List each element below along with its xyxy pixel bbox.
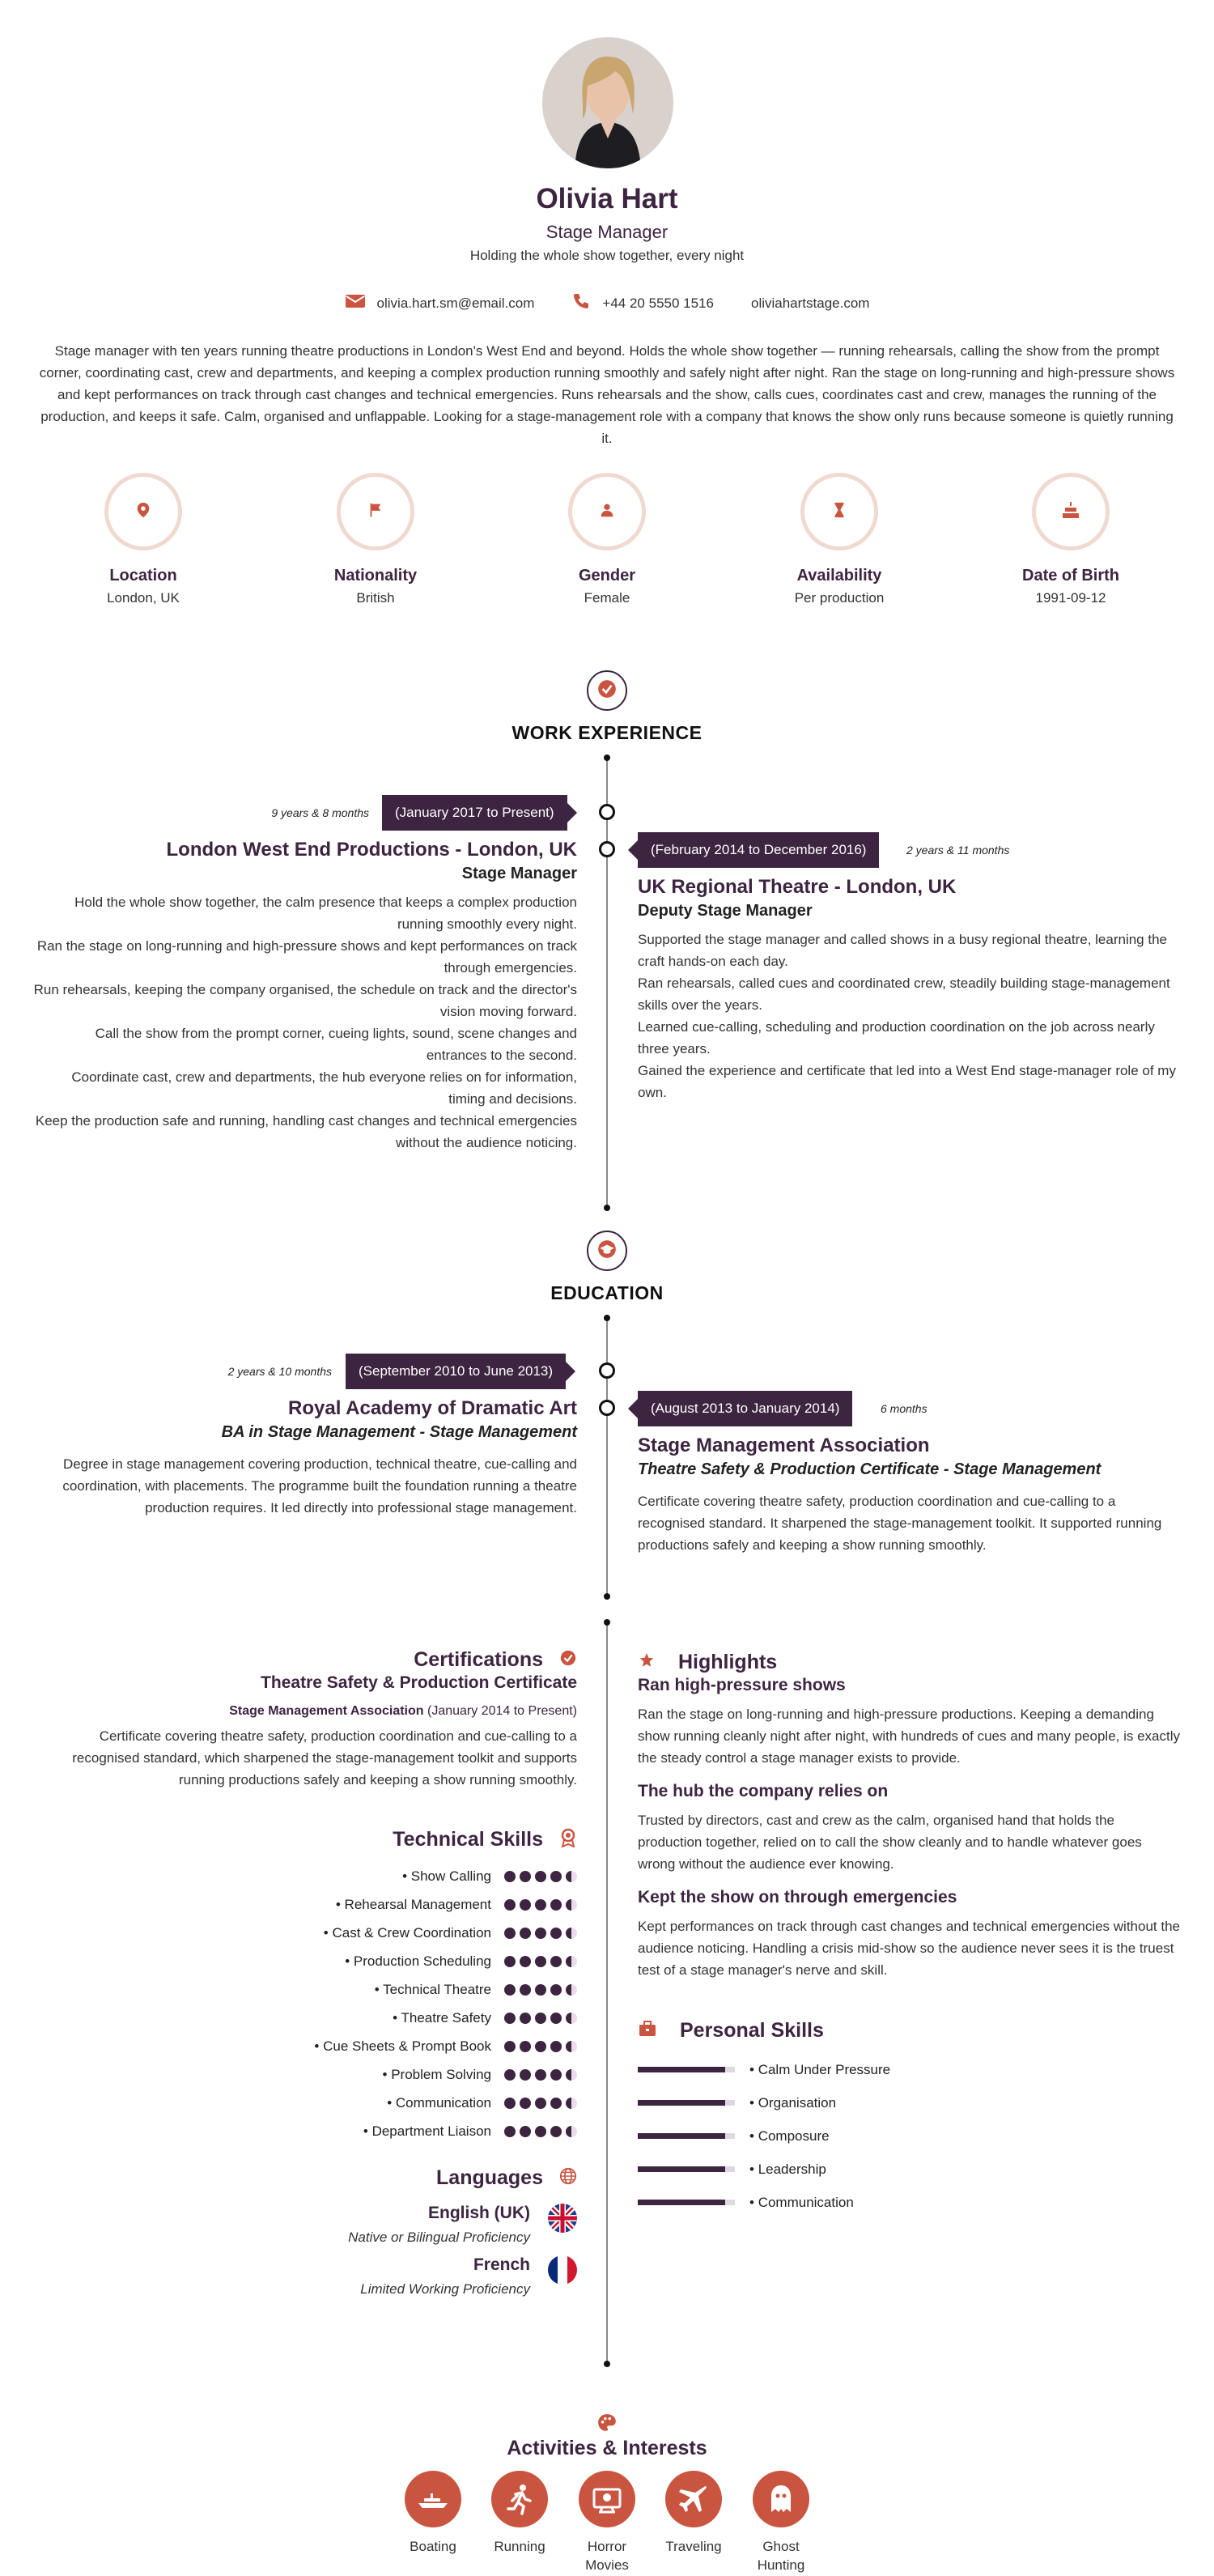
star-badge-icon <box>638 1651 656 1673</box>
rating-dot <box>550 1899 562 1911</box>
language-name: French <box>473 2255 530 2274</box>
job-bullet: Supported the stage manager and called shows in a busy regional theatre, learning the craft hands-on each day. <box>638 932 1167 969</box>
person-icon <box>598 501 616 523</box>
rating-dot <box>550 2041 562 2052</box>
info-value: London, UK <box>107 590 180 606</box>
rating-dot <box>566 1928 577 1939</box>
graduation-cap-icon <box>596 1239 618 1264</box>
uk-flag-icon <box>548 2204 577 2233</box>
email-contact[interactable] <box>345 291 535 315</box>
activity-item <box>741 2471 821 2574</box>
palette-icon <box>596 2412 618 2438</box>
phone-text: +44 20 5550 1516 <box>602 295 714 311</box>
personal-skill-row <box>638 2186 1180 2219</box>
timeline-node <box>599 1400 615 1416</box>
activity-name: Traveling <box>665 2539 722 2554</box>
certifications-title: Certifications <box>414 1648 543 1671</box>
skill-rating <box>504 2069 577 2081</box>
technical-skill-name: • Problem Solving <box>383 2067 491 2083</box>
activity-item <box>393 2471 473 2556</box>
highlight-text: Kept performances on track through cast changes and technical emergencies without the audience noticing. Handling a crisis mid-show so the audience never sees it is the truest test of a stage manager's nerve and skill. <box>638 1919 1180 1978</box>
flag-icon <box>367 501 384 523</box>
info-label: Date of Birth <box>1022 567 1119 584</box>
job-bullet: Keep the production safe and running, handling cast changes and technical emergencies without the audience noticing. <box>35 1113 577 1150</box>
skill-level-fill <box>638 2166 725 2172</box>
rating-dot <box>550 1984 562 1996</box>
profile-summary: Stage manager with ten years running theatre productions in London's West End and beyond. Holds the whole show together — running rehearsals, calling the show from the prompt corner, coordinating cast, crew and departments, and keeping a complex production running smoothly and safely night after night. Ran the stage on long-running and high-pressure shows and kept performances on track through cast changes and technical emergencies. Runs rehearsals and the show, calls cues, coordinates cast and crew, manages the running of the production, and keeps it safe. Calm, organised and unflappable. Looking for a stage-management role with a company that knows the show only runs because someone is quietly running it. <box>39 343 1175 446</box>
language-level: Native or Bilingual Proficiency <box>348 2230 530 2245</box>
technical-skills-list <box>32 1862 577 2145</box>
rating-dot <box>520 1899 531 1911</box>
info-value: 1991-09-12 <box>1035 590 1106 606</box>
technical-skill-name: • Show Calling <box>402 1868 491 1885</box>
skill-rating <box>504 1928 577 1939</box>
award-icon <box>559 1828 577 1851</box>
work-section-title: WORK EXPERIENCE <box>511 722 703 743</box>
job-bullet: Hold the whole show together, the calm presence that keeps a complex production running smoothly every night. <box>74 895 577 932</box>
highlight-title: Kept the show on through emergencies <box>638 1888 957 1906</box>
edu-1-text: Degree in stage management covering production, technical theatre, cue-calling and coordination, with placements. The programme built the foundation running a theatre production requires. It led directly into professional stage management. <box>62 1456 577 1515</box>
rating-dot <box>566 1899 577 1911</box>
personal-skill-row <box>638 2153 1180 2186</box>
skill-level-bar <box>638 2166 735 2172</box>
skill-level-fill <box>638 2133 725 2139</box>
job-1-bullets <box>32 891 577 1154</box>
education-section-title: EDUCATION <box>550 1282 664 1303</box>
job-1-position: Stage Manager <box>461 865 577 882</box>
activity-item <box>653 2471 734 2556</box>
skill-rating <box>504 1899 577 1911</box>
job-2-company: UK Regional Theatre - London, UK <box>638 876 957 898</box>
highlights-section <box>638 1648 1180 1981</box>
rating-dot <box>566 2013 577 2024</box>
certificate-icon <box>559 1649 577 1671</box>
technical-skill-row <box>32 2060 577 2089</box>
rating-dot <box>535 2041 546 2052</box>
info-label: Nationality <box>333 567 418 584</box>
rating-dot <box>550 2126 562 2137</box>
rating-dot <box>535 2098 546 2109</box>
job-bullet: Gained the experience and certificate that led into a West End stage-manager role of my own. <box>638 1063 1176 1100</box>
technical-skill-row <box>32 1975 577 2004</box>
info-availability <box>746 473 932 606</box>
job-2-bullets <box>638 929 1180 1103</box>
info-label: Availability <box>796 567 882 584</box>
job-2-duration: 2 years & 11 months <box>906 844 1010 857</box>
rating-dot <box>535 1956 546 1967</box>
edu-2-text: Certificate covering theatre safety, production coordination and cue-calling to a recognised standard. It sharpened the stage-management toolkit. It supported running productions safely and keeping a show running smoothly. <box>638 1494 1162 1553</box>
timeline-node <box>599 1362 615 1379</box>
personal-skills-title: Personal Skills <box>680 2018 824 2042</box>
rating-dot <box>550 2069 562 2081</box>
rating-dot <box>520 2041 531 2052</box>
technical-skills-title: Technical Skills <box>393 1827 543 1851</box>
personal-skills-section <box>638 2014 1180 2219</box>
rating-dot <box>535 2126 546 2137</box>
personal-skill-row <box>638 2086 1180 2119</box>
rating-dot <box>504 1899 516 1911</box>
skill-rating <box>504 1956 577 1967</box>
personal-skills-list <box>638 2053 1180 2219</box>
airplane-icon <box>665 2471 722 2527</box>
timeline-line <box>606 1318 608 1596</box>
job-bullet: Learned cue-calling, scheduling and production coordination on the job across nearly three years. <box>638 1019 1155 1056</box>
language-item <box>32 2255 577 2298</box>
personal-skill-row <box>638 2053 1180 2086</box>
rating-dot <box>504 1871 516 1882</box>
highlight-title: Ran high-pressure shows <box>638 1676 846 1694</box>
rating-dot <box>520 2069 531 2081</box>
timeline-line <box>606 758 608 1208</box>
job-1-duration: 9 years & 8 months <box>271 806 369 819</box>
rating-dot <box>504 2069 516 2081</box>
rating-dot <box>520 1956 531 1967</box>
rating-dot <box>504 2126 516 2137</box>
info-label: Gender <box>578 567 636 584</box>
job-1-company: London West End Productions - London, UK <box>166 839 577 861</box>
technical-skill-name: • Communication <box>387 2095 491 2111</box>
skill-rating <box>504 1871 577 1882</box>
rating-dot <box>535 1928 546 1939</box>
candidate-name: Olivia Hart <box>536 183 678 215</box>
certification-text: Certificate covering theatre safety, production coordination and cue-calling to a recognised standard, which sharpened the stage-management toolkit and supports running productions safely and keeping a show running smoothly. <box>72 1728 577 1787</box>
personal-skill-row <box>638 2119 1180 2153</box>
timeline-dot <box>604 2361 610 2367</box>
technical-skill-name: • Technical Theatre <box>375 1982 491 1998</box>
rating-dot <box>520 1871 531 1882</box>
technical-skill-row <box>32 2004 577 2032</box>
rating-dot <box>550 1928 562 1939</box>
activity-item <box>567 2471 647 2574</box>
website-text: oliviahartstage.com <box>750 295 870 311</box>
info-value: Per production <box>794 590 885 606</box>
technical-skills-section <box>32 1823 577 2145</box>
rating-dot <box>520 1928 531 1939</box>
certifications-section <box>32 1648 577 1791</box>
contact-bar <box>0 291 1214 315</box>
rating-dot <box>504 1928 516 1939</box>
rating-dot <box>504 2013 516 2024</box>
technical-skill-row <box>32 2032 577 2060</box>
skill-level-bar <box>638 2200 735 2205</box>
skill-level-bar <box>638 2067 735 2072</box>
highlight-text: Trusted by directors, cast and crew as the calm, organised hand that holds the production together, relied on to call the show cleanly and to handle whatever goes wrong without the audience ever knowing. <box>638 1813 1142 1872</box>
rating-dot <box>504 1956 516 1967</box>
technical-skill-row <box>32 1947 577 1975</box>
globe-icon <box>559 2167 577 2189</box>
skill-level-bar <box>638 2100 735 2106</box>
profile-photo <box>542 37 673 168</box>
activity-item <box>479 2471 560 2556</box>
technical-skill-name: • Cast & Crew Coordination <box>324 1925 491 1941</box>
info-nationality <box>282 473 469 606</box>
job-1-entry <box>32 839 577 1154</box>
timeline-dot <box>604 1593 610 1600</box>
technical-skill-row <box>32 1890 577 1919</box>
edu-1-duration: 2 years & 10 months <box>227 1365 332 1378</box>
skill-rating <box>504 2041 577 2052</box>
activity-name: Ghost Hunting <box>757 2539 805 2573</box>
technical-skill-name: • Production Scheduling <box>345 1953 491 1970</box>
skill-level-bar <box>638 2133 735 2139</box>
edu-2-entry <box>638 1435 1180 1556</box>
skill-level-fill <box>638 2200 725 2205</box>
hourglass-icon <box>830 501 848 523</box>
technical-skill-name: • Theatre Safety <box>393 2010 491 2026</box>
rating-dot <box>550 2013 562 2024</box>
job-2-dates: (February 2014 to December 2016) <box>638 832 879 868</box>
info-gender <box>514 473 700 606</box>
job-2-entry <box>638 876 1180 1103</box>
personal-skill-name: • Calm Under Pressure <box>749 2062 890 2078</box>
technical-skill-row <box>32 1862 577 1890</box>
technical-skill-name: • Department Liaison <box>363 2123 491 2140</box>
rating-dot <box>566 1984 577 1996</box>
languages-section <box>32 2162 577 2298</box>
rating-dot <box>535 1899 546 1911</box>
edu-1-school: Royal Academy of Dramatic Art <box>288 1397 577 1419</box>
rating-dot <box>550 2098 562 2109</box>
rating-dot <box>520 1984 531 1996</box>
personal-skill-name: • Communication <box>749 2195 854 2211</box>
job-bullet: Ran the stage on long-running and high-pressure shows and kept performances on track through emergencies. <box>36 938 577 976</box>
work-section-icon <box>587 670 627 711</box>
rating-dot <box>535 1984 546 1996</box>
movie-icon <box>579 2471 635 2527</box>
rating-dot <box>566 1956 577 1967</box>
timeline-dot <box>604 755 610 761</box>
skill-rating <box>504 2013 577 2024</box>
edu-2-duration: 6 months <box>881 1402 927 1415</box>
boat-icon <box>405 2471 461 2527</box>
edu-2-dates: (August 2013 to January 2014) <box>638 1391 852 1426</box>
rating-dot <box>566 2126 577 2137</box>
briefcase-icon <box>638 2020 657 2042</box>
job-1-dates: (January 2017 to Present) <box>382 795 567 831</box>
personal-skill-name: • Leadership <box>749 2162 826 2178</box>
ghost-icon <box>753 2471 809 2527</box>
timeline-dot <box>604 1619 610 1626</box>
info-label: Location <box>109 567 177 584</box>
certification-name: Theatre Safety & Production Certificate <box>261 1673 577 1692</box>
rating-dot <box>550 1956 562 1967</box>
language-name: English (UK) <box>428 2204 530 2222</box>
personal-skill-name: • Composure <box>749 2128 830 2145</box>
timeline-dot <box>604 1205 610 1211</box>
timeline-node <box>599 841 615 857</box>
skill-rating <box>504 2126 577 2137</box>
france-flag-icon <box>548 2255 577 2285</box>
certification-dates: (January 2014 to Present) <box>427 1704 577 1718</box>
job-2-position: Deputy Stage Manager <box>638 902 813 920</box>
technical-skill-name: • Cue Sheets & Prompt Book <box>314 2038 491 2055</box>
edu-2-school: Stage Management Association <box>638 1435 930 1456</box>
technical-skill-row <box>32 1919 577 1947</box>
candidate-tagline: Holding the whole show together, every night <box>469 248 745 263</box>
rating-dot <box>520 2098 531 2109</box>
column-divider <box>606 1622 608 2364</box>
rating-dot <box>566 2098 577 2109</box>
timeline-node <box>599 804 615 820</box>
job-bullet: Coordinate cast, crew and departments, the hub everyone relies on for information, timing and decisions. <box>71 1069 577 1107</box>
rating-dot <box>566 1871 577 1882</box>
phone-icon <box>571 291 591 315</box>
edu-1-degree: BA in Stage Management - Stage Management <box>221 1423 577 1441</box>
rating-dot <box>504 1984 516 1996</box>
job-bullet: Run rehearsals, keeping the company organised, the schedule on track and the director's vision moving forward. <box>33 982 577 1019</box>
education-section-icon <box>587 1231 627 1271</box>
running-icon <box>491 2471 548 2527</box>
job-bullet: Call the show from the prompt corner, cueing lights, sound, scene changes and entrances to the second. <box>95 1026 577 1063</box>
location-icon <box>134 501 152 523</box>
skill-level-fill <box>638 2067 725 2072</box>
technical-skill-row <box>32 2117 577 2145</box>
email-text: olivia.hart.sm@email.com <box>376 295 535 311</box>
rating-dot <box>535 2069 546 2081</box>
personal-skill-name: • Organisation <box>749 2095 836 2111</box>
candidate-role: Stage Manager <box>545 222 669 242</box>
info-date-of-birth <box>978 473 1164 606</box>
skill-level-fill <box>638 2100 725 2106</box>
language-level: Limited Working Proficiency <box>360 2281 530 2297</box>
timeline-dot <box>604 1315 610 1321</box>
rating-dot <box>504 2041 516 2052</box>
certification-issuer: Stage Management Association <box>229 1704 424 1718</box>
skill-rating <box>504 1984 577 1996</box>
technical-skill-name: • Rehearsal Management <box>336 1897 491 1913</box>
info-value: British <box>356 590 395 606</box>
highlights-title: Highlights <box>678 1650 778 1673</box>
certification-meta <box>32 1704 577 1719</box>
rating-dot <box>566 2069 577 2081</box>
highlight-text: Ran the stage on long-running and high-pressure productions. Keeping a demanding show running cleanly night after night, with hundreds of cues and many people, is exactly the steady control a stage manager exists to provide. <box>638 1707 1181 1766</box>
rating-dot <box>566 2041 577 2052</box>
languages-title: Languages <box>436 2166 543 2189</box>
rating-dot <box>535 2013 546 2024</box>
skill-rating <box>504 2098 577 2109</box>
rating-dot <box>520 2126 531 2137</box>
phone-contact[interactable] <box>571 291 714 315</box>
rating-dot <box>504 2098 516 2109</box>
rating-dot <box>520 2013 531 2024</box>
email-icon <box>345 293 366 313</box>
job-bullet: Ran rehearsals, called cues and coordinated crew, steadily building stage-management skills over the years. <box>638 976 1170 1013</box>
edu-1-entry <box>32 1397 577 1519</box>
rating-dot <box>550 1871 562 1882</box>
info-value: Female <box>584 590 630 606</box>
activity-name: Horror Movies <box>585 2539 629 2573</box>
cake-icon <box>1061 501 1080 523</box>
info-location <box>50 473 236 606</box>
badge-check-icon <box>596 678 618 704</box>
edu-1-dates: (September 2010 to June 2013) <box>346 1354 566 1389</box>
edu-2-degree: Theatre Safety & Production Certificate - Stage Management <box>638 1460 1102 1478</box>
technical-skill-row <box>32 2089 577 2117</box>
activity-name: Running <box>494 2539 545 2554</box>
activity-name: Boating <box>410 2539 456 2554</box>
highlight-title: The hub the company relies on <box>638 1782 889 1800</box>
activities-title: Activities & Interests <box>507 2437 707 2459</box>
language-item <box>32 2204 577 2246</box>
rating-dot <box>535 1871 546 1882</box>
website-contact[interactable] <box>751 291 869 315</box>
